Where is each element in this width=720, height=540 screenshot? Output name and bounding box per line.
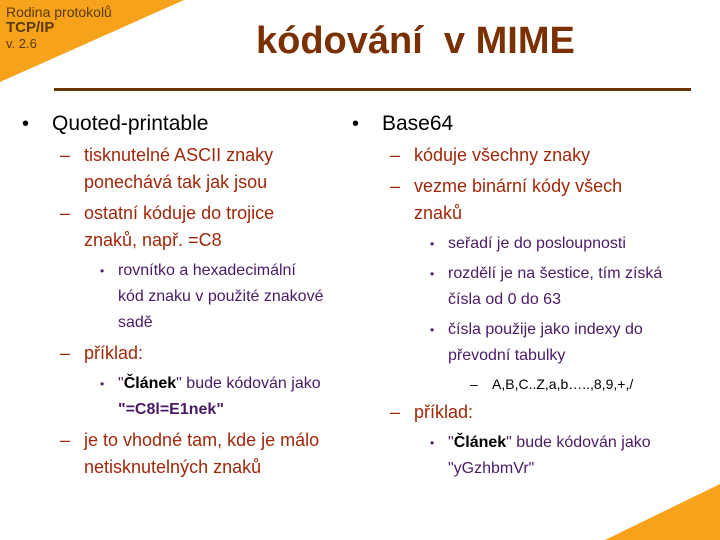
b64-example-quote-open: "	[448, 434, 454, 451]
qp-item-usage-text	[84, 427, 319, 481]
dash-marker: –	[470, 376, 478, 392]
b64-example-detail	[352, 430, 712, 482]
qp-example-quote-close: "	[176, 375, 182, 392]
small-bullet: •	[430, 436, 435, 450]
title-divider	[54, 88, 691, 91]
qp-note-hex-text	[118, 258, 323, 336]
slide-title: kódování v MIME	[256, 20, 575, 62]
b64-item-example	[352, 399, 712, 426]
qp-example-detail	[22, 371, 352, 423]
brand-line-1: Rodina protokolů	[6, 4, 112, 20]
b64-example-code: "yGzhbmVr"	[448, 460, 535, 477]
small-bullet: •	[430, 267, 435, 281]
qp-item-printable	[22, 142, 352, 196]
qp-example-text	[118, 371, 321, 423]
b64-item-binary	[352, 173, 712, 227]
b64-item-all-chars	[352, 142, 712, 169]
qp-item-printable-line1: tisknutelné ASCII znaky	[84, 145, 274, 165]
b64-note-sextets-line1: rozdělí je na šestice, tím získá	[448, 265, 663, 282]
qp-item-others-text	[84, 200, 274, 254]
qp-note-hex-line1: rovnítko a hexadecimální	[118, 262, 296, 279]
b64-note-sextets	[352, 261, 712, 313]
bullet-dot: •	[352, 113, 360, 135]
qp-item-usage-line1: je to vhodné tam, kde je málo	[84, 430, 320, 450]
bullet-base64	[352, 112, 712, 136]
b64-item-all-chars-text: kóduje všechny znaky	[414, 145, 591, 165]
qp-item-others-line1: ostatní kóduje do trojice	[84, 203, 275, 223]
b64-note-index-line1: čísla použije jako indexy do	[448, 321, 643, 338]
dash-marker: –	[390, 176, 401, 196]
corner-decoration-bottom	[605, 484, 720, 540]
dash-marker: –	[60, 203, 71, 223]
b64-note-index-text	[448, 317, 643, 369]
dash-marker: –	[60, 145, 71, 165]
b64-note-sextets-text	[448, 261, 662, 313]
qp-item-others-line2: znaků, např. =C8	[84, 230, 222, 250]
heading-base64: Base64	[382, 112, 454, 135]
qp-item-others	[22, 200, 352, 254]
qp-item-usage-line2: netisknutelných znaků	[84, 457, 262, 477]
left-column	[22, 112, 352, 485]
small-bullet: •	[100, 377, 105, 391]
qp-example-word: Článek	[123, 375, 177, 392]
dash-marker: –	[390, 145, 401, 165]
qp-example-rest: bude kódován jako	[181, 375, 321, 392]
small-bullet: •	[430, 323, 435, 337]
b64-example-quote-close: "	[506, 434, 512, 451]
qp-item-printable-text	[84, 142, 273, 196]
b64-example-rest: bude kódován jako	[511, 434, 651, 451]
heading-quoted-printable: Quoted-printable	[52, 112, 209, 135]
brand-line-2: TCP/IP	[6, 19, 55, 37]
qp-example-quote-open: "	[118, 375, 124, 392]
bullet-dot: •	[22, 113, 30, 135]
qp-item-usage	[22, 427, 352, 481]
b64-example-text	[448, 430, 651, 482]
small-bullet: •	[430, 237, 435, 251]
qp-item-example-label: příklad:	[84, 343, 144, 363]
b64-note-order	[352, 231, 712, 257]
b64-item-example-label: příklad:	[414, 402, 474, 422]
b64-example-word: Článek	[453, 434, 507, 451]
b64-note-order-text: seřadí je do posloupnosti	[448, 235, 626, 252]
dash-marker: –	[390, 402, 401, 422]
small-bullet: •	[100, 264, 105, 278]
b64-item-binary-text	[414, 173, 622, 227]
bullet-quoted-printable	[22, 112, 352, 136]
qp-note-hex	[22, 258, 352, 336]
b64-item-binary-line2: znaků	[414, 203, 463, 223]
dash-marker: –	[60, 430, 71, 450]
brand-version: v. 2.6	[6, 35, 37, 51]
qp-item-printable-line2: ponechává tak jak jsou	[84, 172, 268, 192]
right-column	[352, 112, 712, 486]
b64-alphabet-text: A,B,C..Z,a,b…..,8,9,+,/	[492, 376, 634, 392]
brand-block	[6, 5, 112, 51]
b64-note-index-line2: převodní tabulky	[448, 347, 566, 364]
qp-example-code: "=C8l=E1nek"	[118, 401, 224, 418]
qp-item-example	[22, 340, 352, 367]
b64-note-index	[352, 317, 712, 369]
b64-note-sextets-line2: čísla od 0 do 63	[448, 291, 561, 308]
b64-alphabet	[352, 373, 712, 395]
dash-marker: –	[60, 343, 71, 363]
b64-item-binary-line1: vezme binární kódy všech	[414, 176, 623, 196]
qp-note-hex-line3: sadě	[118, 314, 153, 331]
qp-note-hex-line2: kód znaku v použité znakové	[118, 288, 324, 305]
